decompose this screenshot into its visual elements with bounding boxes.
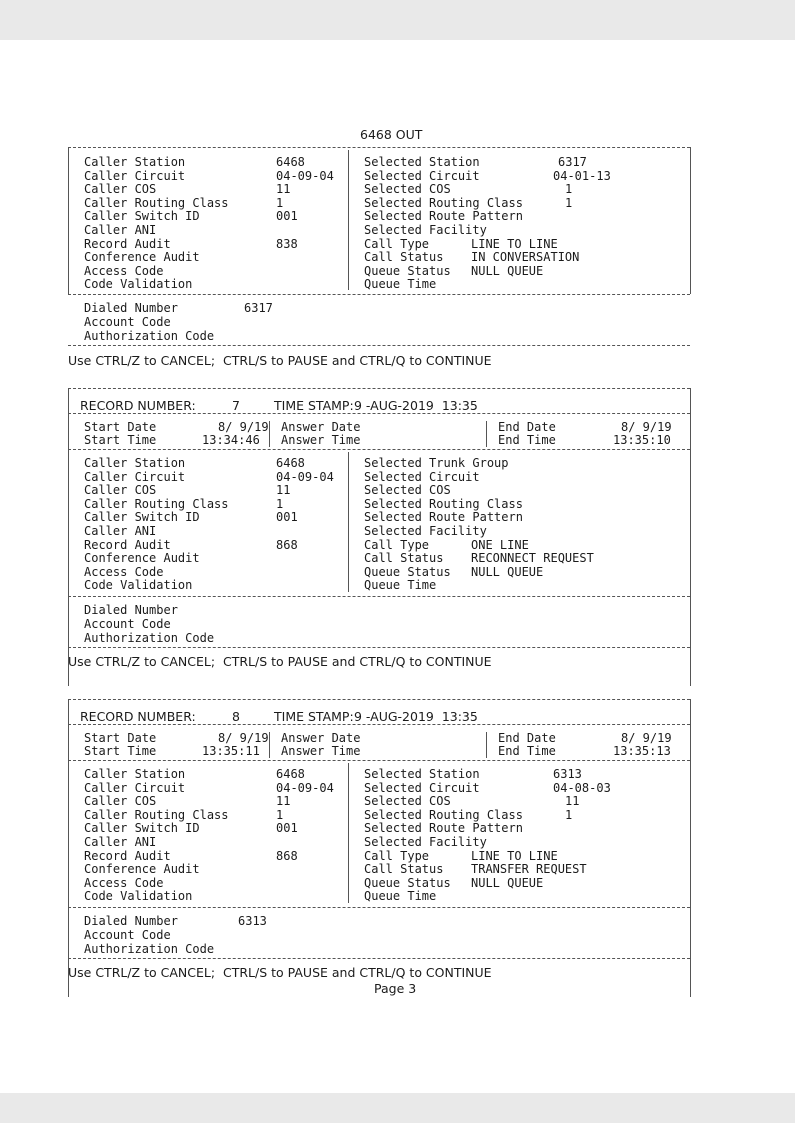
block2-mid-divider bbox=[348, 452, 349, 592]
block2-date-divider-2 bbox=[486, 421, 487, 447]
caller-field-label: Caller Circuit bbox=[84, 168, 186, 183]
start-date-label: Start Date bbox=[84, 420, 157, 434]
selected-field-value: 1 bbox=[565, 182, 573, 197]
caller-field-label: Caller ANI bbox=[84, 835, 157, 849]
caller-field-label: Conference Audit bbox=[84, 250, 200, 265]
answer-time-label: Answer Time bbox=[281, 433, 361, 447]
block2-top-rule bbox=[68, 388, 690, 389]
selected-field-value: LINE TO LINE bbox=[471, 236, 558, 251]
selected-field-label: Selected Trunk Group bbox=[364, 456, 509, 470]
end-date-value: 8/ 9/19 bbox=[621, 420, 672, 434]
scan-top-band bbox=[0, 0, 795, 40]
block3-header-rule bbox=[68, 724, 690, 725]
selected-field-label: Selected Station bbox=[364, 767, 480, 781]
caller-field-label: Caller Circuit bbox=[84, 780, 186, 795]
caller-field-value: 1 bbox=[276, 195, 284, 210]
caller-field-label: Conference Audit bbox=[84, 862, 200, 877]
account-code-label: Account Code bbox=[84, 315, 171, 329]
caller-field-label: Code Validation bbox=[84, 578, 193, 593]
caller-field-label: Caller Switch ID bbox=[84, 510, 200, 525]
selected-field-label: Queue Status bbox=[364, 875, 451, 890]
caller-field-label: Caller ANI bbox=[84, 524, 157, 538]
caller-field-value: 04-09-04 bbox=[276, 780, 334, 795]
caller-field-label: Caller Routing Class bbox=[84, 496, 229, 511]
caller-field-label: Record Audit bbox=[84, 537, 171, 552]
footer-instructions: Use CTRL/Z to CANCEL; CTRL/S to PAUSE and CTRL/Q to CONTINUE bbox=[68, 353, 492, 368]
start-date-value: 8/ 9/19 bbox=[218, 731, 269, 745]
selected-field-label: Selected Route Pattern bbox=[364, 209, 523, 224]
selected-field-label: Selected Routing Class bbox=[364, 496, 523, 511]
end-time-value: 13:35:13 bbox=[613, 744, 671, 758]
caller-field-value: 1 bbox=[276, 807, 284, 822]
selected-field-label: Queue Time bbox=[364, 578, 437, 593]
start-time-value: 13:34:46 bbox=[202, 433, 260, 447]
selected-field-label: Call Status bbox=[364, 250, 444, 265]
caller-field-value: 04-09-04 bbox=[276, 168, 334, 183]
start-time-value: 13:35:11 bbox=[202, 744, 260, 758]
selected-field-label: Call Type bbox=[364, 236, 430, 251]
timestamp-value: 9 -AUG-2019 13:35 bbox=[354, 709, 478, 724]
end-time-label: End Time bbox=[498, 744, 556, 758]
selected-field-label: Selected COS bbox=[364, 182, 451, 197]
page-number: Page 3 bbox=[374, 981, 417, 996]
end-date-label: End Date bbox=[498, 731, 556, 745]
selected-field-value: NULL QUEUE bbox=[471, 263, 544, 278]
selected-field-value: 6313 bbox=[553, 767, 582, 781]
selected-field-value: 04-01-13 bbox=[553, 168, 611, 183]
caller-field-label: Access Code bbox=[84, 875, 164, 890]
selected-field-label: Queue Time bbox=[364, 889, 437, 904]
selected-field-label: Selected Circuit bbox=[364, 469, 480, 484]
selected-field-label: Selected Routing Class bbox=[364, 807, 523, 822]
dialed-number-value: 6317 bbox=[244, 301, 273, 315]
end-date-value: 8/ 9/19 bbox=[621, 731, 672, 745]
caller-field-value: 838 bbox=[276, 236, 298, 251]
caller-field-value: 001 bbox=[276, 821, 298, 836]
caller-field-label: Code Validation bbox=[84, 889, 193, 904]
caller-field-label: Caller Station bbox=[84, 456, 186, 470]
block1-mid-divider bbox=[348, 150, 349, 290]
caller-field-value: 001 bbox=[276, 510, 298, 525]
block3-mid-rule bbox=[68, 907, 690, 908]
timestamp-value: 9 -AUG-2019 13:35 bbox=[354, 398, 478, 413]
caller-field-label: Code Validation bbox=[84, 277, 193, 292]
record-number-label: RECORD NUMBER: bbox=[80, 709, 196, 724]
end-date-label: End Date bbox=[498, 420, 556, 434]
caller-field-label: Record Audit bbox=[84, 848, 171, 863]
caller-field-value: 868 bbox=[276, 537, 298, 552]
selected-field-label: Selected Route Pattern bbox=[364, 510, 523, 525]
block3-dates-rule bbox=[68, 760, 690, 761]
end-time-value: 13:35:10 bbox=[613, 433, 671, 447]
selected-field-value: 11 bbox=[565, 794, 580, 809]
caller-field-value: 6468 bbox=[276, 155, 305, 169]
record-number-value: 7 bbox=[232, 398, 240, 413]
block3-date-divider-2 bbox=[486, 732, 487, 758]
caller-field-label: Caller COS bbox=[84, 182, 157, 197]
caller-field-label: Caller Switch ID bbox=[84, 209, 200, 224]
selected-field-label: Selected Circuit bbox=[364, 168, 480, 183]
selected-field-value: NULL QUEUE bbox=[471, 875, 544, 890]
block3-date-divider bbox=[269, 732, 270, 758]
selected-field-label: Selected COS bbox=[364, 483, 451, 498]
block3-top-rule bbox=[68, 699, 690, 700]
scan-bottom-band bbox=[0, 1093, 795, 1123]
selected-field-label: Call Status bbox=[364, 862, 444, 877]
caller-field-label: Caller Station bbox=[84, 767, 186, 781]
caller-field-label: Access Code bbox=[84, 564, 164, 579]
caller-field-value: 001 bbox=[276, 209, 298, 224]
selected-field-label: Queue Time bbox=[364, 277, 437, 292]
caller-field-label: Caller Circuit bbox=[84, 469, 186, 484]
selected-field-value: LINE TO LINE bbox=[471, 848, 558, 863]
selected-field-value: IN CONVERSATION bbox=[471, 250, 580, 265]
selected-field-value: 1 bbox=[565, 195, 573, 210]
start-time-label: Start Time bbox=[84, 433, 157, 447]
authorization-code-label: Authorization Code bbox=[84, 942, 215, 956]
start-date-value: 8/ 9/19 bbox=[218, 420, 269, 434]
dialed-number-label: Dialed Number bbox=[84, 301, 178, 315]
end-time-label: End Time bbox=[498, 433, 556, 447]
selected-field-value: TRANSFER REQUEST bbox=[471, 862, 587, 877]
authorization-code-label: Authorization Code bbox=[84, 631, 215, 645]
caller-field-value: 6468 bbox=[276, 456, 305, 470]
selected-field-label: Queue Status bbox=[364, 263, 451, 278]
dialed-number-label: Dialed Number bbox=[84, 603, 178, 617]
selected-field-label: Selected Routing Class bbox=[364, 195, 523, 210]
caller-field-label: Caller COS bbox=[84, 794, 157, 809]
dialed-number-value: 6313 bbox=[238, 914, 267, 928]
block2-date-divider bbox=[269, 421, 270, 447]
caller-field-label: Caller Station bbox=[84, 155, 186, 169]
caller-field-label: Caller Routing Class bbox=[84, 807, 229, 822]
start-date-label: Start Date bbox=[84, 731, 157, 745]
account-code-label: Account Code bbox=[84, 928, 171, 942]
caller-field-value: 04-09-04 bbox=[276, 469, 334, 484]
timestamp-label: TIME STAMP: bbox=[274, 398, 354, 413]
caller-field-label: Access Code bbox=[84, 263, 164, 278]
selected-field-label: Call Type bbox=[364, 848, 430, 863]
selected-field-label: Call Status bbox=[364, 551, 444, 566]
caller-field-label: Caller COS bbox=[84, 483, 157, 498]
block2-dates-rule bbox=[68, 449, 690, 450]
block1-bottom-rule bbox=[68, 345, 690, 346]
block2-bottom-rule bbox=[68, 647, 690, 648]
caller-field-value: 11 bbox=[276, 483, 291, 498]
block1-right-border bbox=[690, 147, 691, 294]
timestamp-label: TIME STAMP: bbox=[274, 709, 354, 724]
selected-field-label: Selected COS bbox=[364, 794, 451, 809]
selected-field-label: Queue Status bbox=[364, 564, 451, 579]
block3-left-border bbox=[68, 699, 69, 997]
report-heading: 6468 OUT bbox=[360, 127, 423, 142]
selected-field-label: Call Type bbox=[364, 537, 430, 552]
caller-field-value: 1 bbox=[276, 496, 284, 511]
selected-field-value: 6317 bbox=[558, 155, 587, 169]
answer-date-label: Answer Date bbox=[281, 731, 361, 745]
start-time-label: Start Time bbox=[84, 744, 157, 758]
caller-field-label: Caller ANI bbox=[84, 223, 157, 237]
selected-field-value: 04-08-03 bbox=[553, 780, 611, 795]
selected-field-value: ONE LINE bbox=[471, 537, 529, 552]
block2-header-rule bbox=[68, 413, 690, 414]
block2-left-border bbox=[68, 388, 69, 686]
block3-right-border bbox=[690, 699, 691, 997]
answer-time-label: Answer Time bbox=[281, 744, 361, 758]
block1-mid-rule bbox=[68, 294, 690, 295]
block1-left-border bbox=[68, 147, 69, 294]
selected-field-value: NULL QUEUE bbox=[471, 564, 544, 579]
footer-instructions: Use CTRL/Z to CANCEL; CTRL/S to PAUSE and CTRL/Q to CONTINUE bbox=[68, 654, 492, 669]
selected-field-label: Selected Facility bbox=[364, 524, 487, 538]
account-code-label: Account Code bbox=[84, 617, 171, 631]
selected-field-label: Selected Facility bbox=[364, 223, 487, 237]
footer-instructions: Use CTRL/Z to CANCEL; CTRL/S to PAUSE and CTRL/Q to CONTINUE bbox=[68, 965, 492, 980]
selected-field-value: RECONNECT REQUEST bbox=[471, 551, 594, 566]
caller-field-label: Record Audit bbox=[84, 236, 171, 251]
block2-mid-rule bbox=[68, 596, 690, 597]
caller-field-value: 11 bbox=[276, 794, 291, 809]
selected-field-label: Selected Route Pattern bbox=[364, 821, 523, 836]
block1-top-rule bbox=[68, 147, 690, 148]
caller-field-label: Caller Routing Class bbox=[84, 195, 229, 210]
selected-field-label: Selected Station bbox=[364, 155, 480, 169]
dialed-number-label: Dialed Number bbox=[84, 914, 178, 928]
answer-date-label: Answer Date bbox=[281, 420, 361, 434]
block3-mid-divider bbox=[348, 763, 349, 903]
caller-field-value: 11 bbox=[276, 182, 291, 197]
record-number-value: 8 bbox=[232, 709, 240, 724]
block3-bottom-rule bbox=[68, 958, 690, 959]
selected-field-value: 1 bbox=[565, 807, 573, 822]
caller-field-value: 868 bbox=[276, 848, 298, 863]
caller-field-value: 6468 bbox=[276, 767, 305, 781]
selected-field-label: Selected Facility bbox=[364, 835, 487, 849]
block2-right-border bbox=[690, 388, 691, 686]
selected-field-label: Selected Circuit bbox=[364, 780, 480, 795]
caller-field-label: Conference Audit bbox=[84, 551, 200, 566]
authorization-code-label: Authorization Code bbox=[84, 329, 215, 343]
record-number-label: RECORD NUMBER: bbox=[80, 398, 196, 413]
caller-field-label: Caller Switch ID bbox=[84, 821, 200, 836]
